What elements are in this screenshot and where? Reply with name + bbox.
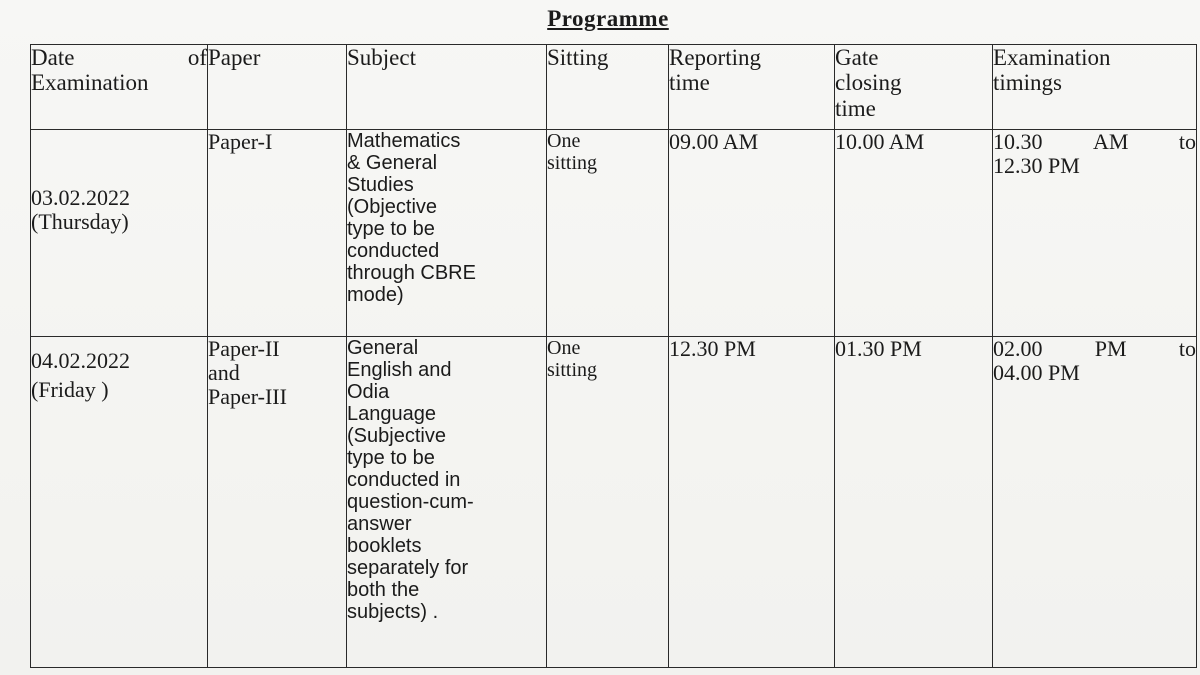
paper-cell: Paper-II and Paper-III bbox=[208, 337, 347, 668]
exam-date: 04.02.2022 bbox=[31, 348, 130, 373]
header-gate-closing-time: Gate closing time bbox=[835, 45, 993, 130]
subject-cell: General English and Odia Language (Subjective type to be conducted in question-cum- answer booklets separately for both the subjects) . bbox=[347, 337, 547, 668]
exam-day: (Friday ) bbox=[31, 376, 109, 402]
header-paper: Paper bbox=[208, 45, 347, 130]
gate-closing-time-cell: 01.30 PM bbox=[835, 337, 993, 668]
exam-date-cell bbox=[31, 337, 208, 668]
exam-date-cell bbox=[31, 130, 208, 337]
reporting-time-cell: 12.30 PM bbox=[669, 337, 835, 668]
table-row bbox=[31, 337, 1197, 668]
header-examination-timings: Examination timings bbox=[993, 45, 1197, 130]
sitting-cell: One sitting bbox=[547, 337, 669, 668]
header-date-of-examination: Date of Examination bbox=[31, 45, 208, 130]
document-title: Programme bbox=[547, 6, 669, 31]
table-header-row bbox=[31, 45, 1197, 130]
sitting-cell: One sitting bbox=[547, 130, 669, 337]
paper-cell: Paper-I bbox=[208, 130, 347, 337]
reporting-time-cell: 09.00 AM bbox=[669, 130, 835, 337]
table-row bbox=[31, 130, 1197, 337]
exam-date: 03.02.2022 bbox=[31, 184, 130, 210]
exam-timings-cell: 02.00 PM to 04.00 PM bbox=[993, 337, 1197, 668]
header-subject: Subject bbox=[347, 45, 547, 130]
exam-timings-cell: 10.30 AM to 12.30 PM bbox=[993, 130, 1197, 337]
subject-cell: Mathematics & General Studies (Objective type to be conducted through CBRE mode) bbox=[347, 130, 547, 337]
exam-day: (Thursday) bbox=[31, 209, 129, 234]
header-sitting: Sitting bbox=[547, 45, 669, 130]
gate-closing-time-cell: 10.00 AM bbox=[835, 130, 993, 337]
header-reporting-time: Reporting time bbox=[669, 45, 835, 130]
exam-programme-table bbox=[30, 44, 1197, 668]
